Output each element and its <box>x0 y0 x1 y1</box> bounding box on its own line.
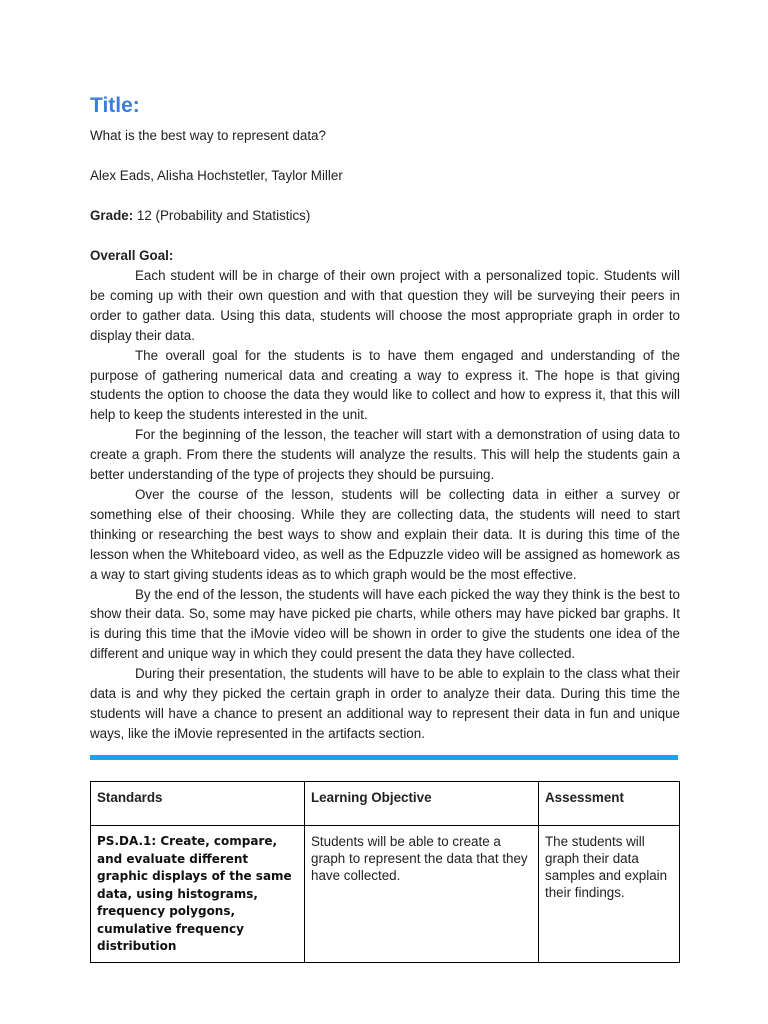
cell-objective: Students will be able to create a graph to represent the data that they have collected. <box>305 826 539 963</box>
grade-label: Grade: <box>90 208 134 223</box>
grade-line <box>90 206 680 226</box>
goal-paragraph-6: During their presentation, the students will have to be able to explain to the class what their data is and why they picked the certain graph in order to analyze their data. During this time the students will have a chance to present an additional way to represent their data in fun and unique ways, like the iMovie represented in the artifacts section. <box>90 666 680 741</box>
goal-paragraph-2: The overall goal for the students is to have them engaged and understanding of the purpose of gathering numerical data and creating a way to express it. The hope is that giving students the option to choose the data they would like to collect and how to express it, that this will help to keep the students interested in the unit. <box>90 347 680 423</box>
grade-value: 12 (Probability and Statistics) <box>133 208 311 223</box>
lesson-title: What is the best way to represent data? <box>90 128 326 143</box>
table-row <box>91 826 680 963</box>
cell-assessment: The students will graph their data samples and explain their findings. <box>539 826 680 963</box>
goal-paragraph-3: For the beginning of the lesson, the teacher will start with a demonstration of using data to create a graph. From there the students will analyze the results. This will help the students gain a better understanding of the type of projects they should be pursuing. <box>90 427 680 483</box>
authors: Alex Eads, Alisha Hochstetler, Taylor Miller <box>90 168 343 183</box>
header-standards: Standards <box>91 782 305 826</box>
section-divider <box>90 755 678 760</box>
goal-paragraph-5: By the end of the lesson, the students will have each picked the way they think is the best to show their data. So, some may have picked pie charts, while others may have picked bar graphs. It is during this time that the iMovie video will be shown in order to give the students one idea of the different and unique way in which they could present the data they have collected. <box>90 586 680 662</box>
overall-goal-label: Overall Goal: <box>90 248 174 263</box>
document-body <box>90 92 680 744</box>
goal-paragraph-4: Over the course of the lesson, students will be collecting data in either a survey or something else of their choosing. While they are collecting data, the students will need to start thinking or researching the best ways to show and explain their data. It is during this time of the lesson when the Whiteboard video, as well as the Edpuzzle video will be assigned as homework as a way to start giving students ideas as to which graph would be the most effective. <box>90 486 680 582</box>
cell-standard: PS.DA.1: Create, compare, and evaluate different graphic displays of the same data, using histograms, frequency polygons, cumulative frequency distribution <box>91 826 305 963</box>
title-heading: Title: <box>90 94 140 117</box>
header-learning-objective: Learning Objective <box>305 782 539 826</box>
table-header-row <box>91 782 680 826</box>
standards-table <box>90 781 680 963</box>
goal-paragraph-1: Each student will be in charge of their own project with a personalized topic. Students will be coming up with their own question and with that question they will be surveying their peers in order to gather data. Using this data, students will choose the most appropriate graph in order to display their data. <box>90 268 680 343</box>
header-assessment: Assessment <box>539 782 680 826</box>
